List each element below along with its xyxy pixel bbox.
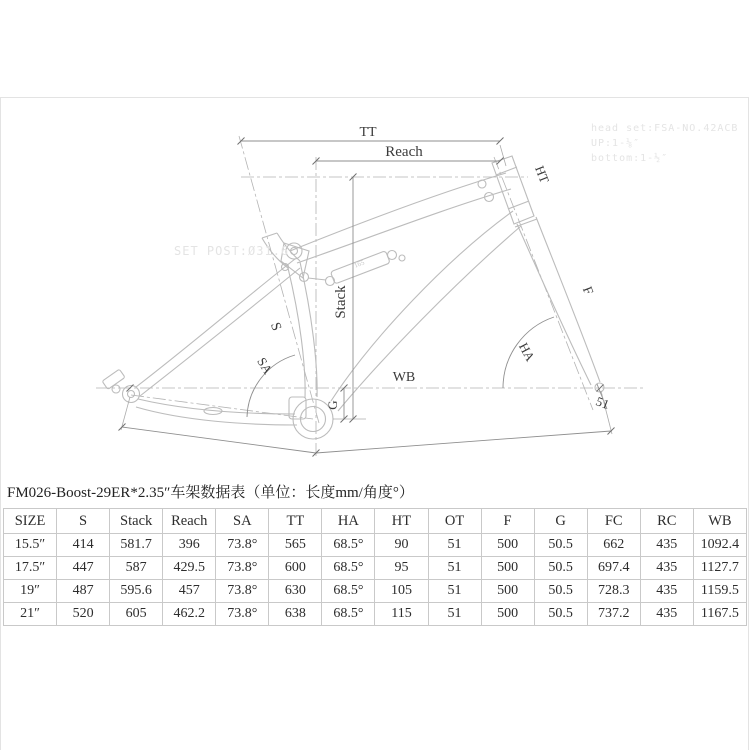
- table-cell: 68.5°: [322, 557, 375, 580]
- table-cell: 600: [269, 557, 322, 580]
- rc-dim-line: [122, 427, 316, 453]
- table-cell: 587: [110, 557, 163, 580]
- dim-label-ht: HT: [532, 163, 553, 186]
- table-cell: 697.4: [587, 557, 640, 580]
- centerlines: [96, 136, 646, 456]
- headset-note-line1: head set:FSA-NO.42ACB: [591, 123, 739, 134]
- dim-label-g: G: [325, 400, 340, 410]
- rocker-pivot: [291, 248, 298, 255]
- geometry-table-body: [4, 534, 747, 626]
- chainstay-centerline: [131, 395, 313, 419]
- table-cell: 90: [375, 534, 428, 557]
- table-cell: 50.5: [534, 580, 587, 603]
- header-cell: S: [57, 509, 110, 534]
- brake-bolt: [112, 385, 120, 393]
- dim-label-sa: SA: [254, 354, 276, 377]
- geometry-table-head: [4, 509, 747, 534]
- table-cell: 115: [375, 603, 428, 626]
- dim-label-ha: HA: [515, 340, 539, 364]
- table-cell: 73.8°: [216, 534, 269, 557]
- table-cell: 50.5: [534, 557, 587, 580]
- table-cell: 487: [57, 580, 110, 603]
- table-cell: 630: [269, 580, 322, 603]
- table-cell: 728.3: [587, 580, 640, 603]
- table-cell: 500: [481, 580, 534, 603]
- table-cell: 605: [110, 603, 163, 626]
- table-cell: 1159.5: [693, 580, 746, 603]
- header-cell: OT: [428, 509, 481, 534]
- table-cell: 581.7: [110, 534, 163, 557]
- table-cell: 447: [57, 557, 110, 580]
- headset-note-line2: UP:1-⅛″: [591, 138, 641, 149]
- table-cell: 51: [428, 534, 481, 557]
- table-cell: 19″: [4, 580, 57, 603]
- header-cell: RC: [640, 509, 693, 534]
- seatpost-note: SET POST:Ø31.6: [174, 244, 290, 258]
- table-cell: 500: [481, 557, 534, 580]
- dim-label-wb: WB: [392, 370, 416, 385]
- table-cell: 737.2: [587, 603, 640, 626]
- chainstay-yoke: [289, 397, 306, 419]
- table-cell: 457: [163, 580, 216, 603]
- header-row: [4, 509, 747, 534]
- table-cell: 435: [640, 603, 693, 626]
- shock-eyelet: [388, 251, 397, 260]
- table-cell: 435: [640, 557, 693, 580]
- table-cell: 73.8°: [216, 603, 269, 626]
- shock-size-label: 165: [352, 258, 366, 270]
- table-cell: 68.5°: [322, 534, 375, 557]
- shock-eyelet: [326, 277, 335, 286]
- seat-axis-centerline: [239, 136, 319, 423]
- seat-tube-lower: [300, 262, 317, 397]
- headset-cup-bottom: [508, 201, 529, 209]
- fork-blade: [536, 217, 600, 382]
- table-cell: 21″: [4, 603, 57, 626]
- table-cell: 520: [57, 603, 110, 626]
- table-cell: 15.5″: [4, 534, 57, 557]
- table-cell: 51: [428, 603, 481, 626]
- header-cell: Reach: [163, 509, 216, 534]
- shock-mount: [399, 255, 405, 261]
- page-border: [1, 98, 749, 750]
- header-cell: HT: [375, 509, 428, 534]
- table-cell: 1167.5: [693, 603, 746, 626]
- table-cell: 68.5°: [322, 580, 375, 603]
- header-cell: FC: [587, 509, 640, 534]
- headset-note-line3: bottom:1-½″: [591, 153, 669, 164]
- fc-dim-line: [316, 431, 611, 453]
- headset-cup-top: [496, 167, 517, 175]
- table-cell: 51: [428, 557, 481, 580]
- chain-stay: [136, 407, 297, 425]
- table-cell: 1092.4: [693, 534, 746, 557]
- extension-lines: [121, 145, 612, 434]
- seat-tube-top: [262, 233, 277, 238]
- table-cell: 396: [163, 534, 216, 557]
- table-row: [4, 557, 747, 580]
- table-cell: 462.2: [163, 603, 216, 626]
- dim-label-f: F: [579, 284, 597, 297]
- header-cell: F: [481, 509, 534, 534]
- table-cell: 565: [269, 534, 322, 557]
- table-row: [4, 603, 747, 626]
- table-cell: 435: [640, 534, 693, 557]
- header-cell: TT: [269, 509, 322, 534]
- table-cell: 429.5: [163, 557, 216, 580]
- rear-axle: [128, 391, 135, 398]
- table-cell: 414: [57, 534, 110, 557]
- top-tube: [297, 189, 511, 263]
- ext-line: [500, 145, 506, 166]
- geometry-table: [3, 508, 747, 626]
- table-cell: 68.5°: [322, 603, 375, 626]
- table-cell: 50.5: [534, 603, 587, 626]
- head-tube: [492, 156, 534, 224]
- table-cell: 435: [640, 580, 693, 603]
- table-cell: 73.8°: [216, 557, 269, 580]
- table-cell: 595.6: [110, 580, 163, 603]
- dimension-lines: [122, 141, 611, 453]
- top-tube: [290, 173, 506, 251]
- shock-shaft: [308, 278, 326, 280]
- seat-stay: [140, 268, 300, 396]
- header-cell: SIZE: [4, 509, 57, 534]
- table-cell: 95: [375, 557, 428, 580]
- dim-label-s: S: [266, 320, 284, 333]
- fork-crown: [515, 219, 537, 227]
- ext-line: [121, 397, 130, 430]
- table-cell: 662: [587, 534, 640, 557]
- table-cell: 105: [375, 580, 428, 603]
- table-cell: 1127.7: [693, 557, 746, 580]
- seat-tube-lower: [288, 268, 305, 398]
- header-cell: SA: [216, 509, 269, 534]
- table-cell: 500: [481, 534, 534, 557]
- header-cell: Stack: [110, 509, 163, 534]
- dim-label-fork-offset: 51: [593, 393, 612, 413]
- table-cell: 50.5: [534, 534, 587, 557]
- table-title: FM026-Boost-29ER*2.35″车架数据表（单位：长度mm/角度°）: [7, 485, 414, 501]
- down-tube: [331, 211, 513, 401]
- table-cell: 17.5″: [4, 557, 57, 580]
- chain-stay: [138, 399, 295, 414]
- table-cell: 51: [428, 580, 481, 603]
- header-cell: WB: [693, 509, 746, 534]
- cable-port: [478, 180, 486, 188]
- header-cell: G: [534, 509, 587, 534]
- table-row: [4, 534, 747, 557]
- dim-label-stack: Stack: [333, 285, 349, 319]
- header-cell: HA: [322, 509, 375, 534]
- dim-label-tt: TT: [359, 125, 377, 140]
- table-cell: 638: [269, 603, 322, 626]
- dim-label-reach: Reach: [385, 144, 423, 160]
- table-cell: 500: [481, 603, 534, 626]
- table-row: [4, 580, 747, 603]
- down-tube: [338, 226, 521, 411]
- table-cell: 73.8°: [216, 580, 269, 603]
